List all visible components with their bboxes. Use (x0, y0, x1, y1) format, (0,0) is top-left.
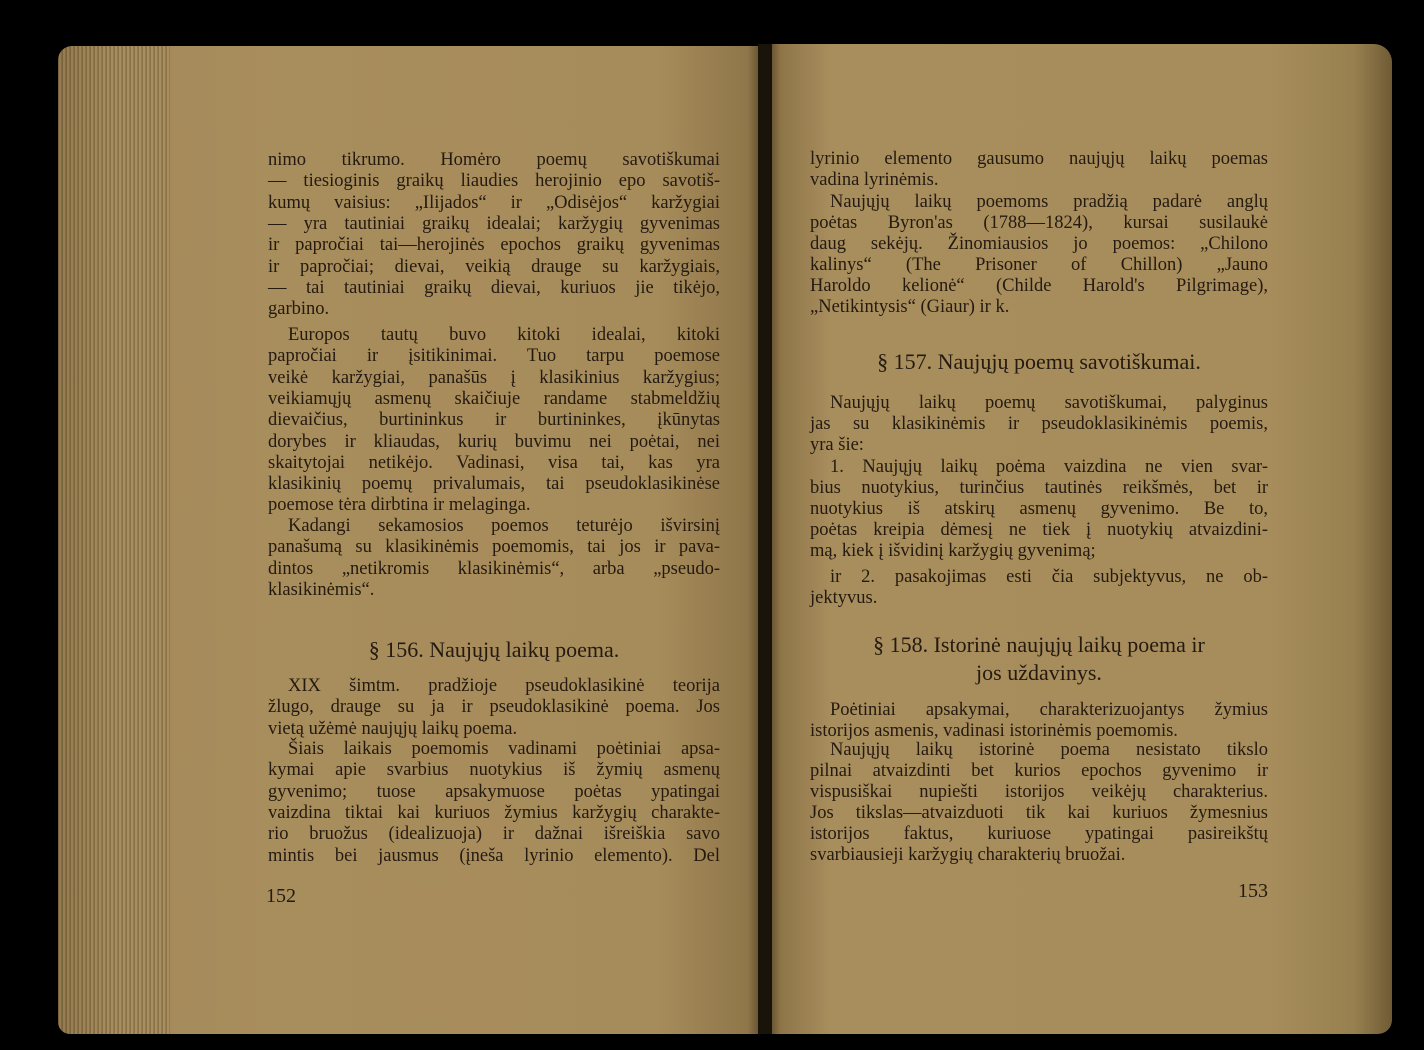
text-line: istorijos faktus, kuriuose ypatingai pasireikštų (810, 823, 1268, 844)
text-line: dintos „netikromis klasikinėmis“, arba „pseudo- (268, 558, 720, 579)
page-number-right: 153 (1238, 880, 1268, 902)
text-line: ir papročiai tai—herojinės epochos graikų gyvenimas (268, 235, 720, 256)
text-line: yra šie: (810, 434, 864, 455)
text-line: jas su klasikinėmis ir pseudoklasikinėmis poemis, (810, 413, 1268, 434)
text-line: vadina lyrinėmis. (810, 169, 939, 190)
text-line: Poėtiniai apsakymai, charakterizuojantys žymius (830, 700, 1268, 720)
text-line: ir papročiai; dievai, veikią drauge su karžygiais, (268, 256, 720, 277)
page-number-left: 152 (266, 885, 296, 907)
text-line: garbino. (268, 299, 330, 320)
text-line: pilnai atvaizdinti bet kurios epochos gyvenimo ir (810, 760, 1268, 781)
section-heading: § 157. Naujųjų poemų savotiškumai. (877, 349, 1201, 374)
text-line: poemose tėra dirbtina ir melaginga. (268, 495, 531, 516)
text-line: Kadangi sekamosios poemos teturėjo išvirsinį (288, 516, 720, 536)
text-line: vietą užėmė naujųjų laikų poema. (268, 718, 518, 739)
text-line: papročiai ir įsitikinimai. Tuo tarpu poemose (268, 346, 720, 367)
text-line: Naujųjų laikų poemų savotiškumai, palyginus (830, 393, 1268, 413)
book-gutter (758, 44, 772, 1034)
text-line: mą, kiek į išvidinį karžygių gyvenimą; (810, 540, 1096, 561)
text-line: — yra tautiniai graikų idealai; karžygių gyvenimas (268, 213, 720, 234)
text-line: 1. Naujųjų laikų poėma vaizdina ne vien svar- (830, 457, 1268, 477)
text-line: veikė karžygiai, panašūs į klasikinius karžygius; (268, 367, 720, 388)
text-line: ir 2. pasakojimas esti čia subjektyvus, ne ob- (830, 567, 1268, 587)
text-line: dievaičius, burtininkus ir burtininkes, įkūnytas (268, 410, 720, 431)
text-line: poėtas Byron'as (1788—1824), kursai susilaukė (810, 212, 1268, 233)
text-line: žlugo, drauge su ja ir pseudoklasikinė poema. Jos (268, 697, 720, 718)
text-line: Naujųjų laikų poemoms pradžią padarė anglų (830, 192, 1268, 212)
section-heading: § 158. Istorinė naujųjų laikų poema ir (873, 632, 1205, 657)
page-edges (58, 46, 170, 1034)
text-line: Jos tikslas—atvaizduoti tik kai kuriuos žymesnius (810, 802, 1268, 823)
text-line: poėtas kreipia dėmesį ne tiek į nuotykių atvaizdini- (810, 519, 1268, 540)
text-line: kymai apie svarbius nuotykius iš žymių asmenų (268, 760, 720, 781)
text-line: skaitytojai netikėjo. Vadinasi, visa tai, kas yra (268, 452, 720, 473)
section-heading: § 156. Naujųjų laikų poema. (368, 637, 620, 662)
text-line: — tiesioginis graikų liaudies herojinio epo savotiš- (268, 171, 720, 192)
text-line: nimo tikrumo. Homėro poemų savotiškumai (268, 150, 720, 170)
text-line: jektyvus. (810, 587, 878, 608)
text-line: — tai tautiniai graikų dievai, kuriuos jie tikėjo, (268, 277, 720, 298)
text-line: Europos tautų buvo kitoki idealai, kitoki (288, 325, 720, 345)
text-line: Haroldo kelionė“ (Childe Harold's Pilgrimage), (810, 275, 1268, 296)
text-line: Naujųjų laikų istorinė poema nesistato tikslo (830, 740, 1268, 760)
text-line: svarbiausieji karžygių charakterių bruožai. (810, 844, 1126, 865)
text-line: vaizdina tiktai kai kuriuos žymius karžygių charakte- (268, 802, 720, 823)
text-line: lyrinio elemento gausumo naujųjų laikų poemas (810, 149, 1268, 169)
text-line: kumų vaisius: „Ilijados“ ir „Odisėjos“ karžygiai (268, 192, 720, 213)
section-heading: jos uždavinys. (976, 660, 1102, 685)
text-line: klasikinėmis“. (268, 579, 375, 600)
text-line: daug sekėjų. Žinomiausios jo poemos: „Chilono (810, 233, 1268, 254)
text-line: panašumą su klasikinėmis poemomis, tai jos ir pava- (268, 537, 720, 558)
text-line: istorijos asmenis, vadinasi istorinėmis poemomis. (810, 720, 1178, 741)
text-line: gyvenimo; tuose apsakymuose poėtas ypatingai (268, 781, 720, 802)
text-line: veikiamųjų asmenų skaičiuje randame stabmeldžių (268, 388, 720, 409)
text-line: vispusiškai nupiešti istorijos veikėjų charakterius. (810, 781, 1268, 802)
text-line: nuotykius iš atskirų asmenų gyvenimo. Be to, (810, 498, 1268, 519)
text-line: mintis bei jausmus (įneša lyrinio elemento). Del (268, 845, 720, 866)
text-line: rio bruožus (idealizuoja) ir dažnai išreiškia savo (268, 824, 720, 845)
text-line: kalinys“ (The Prisoner of Chillon) „Jauno (810, 254, 1268, 275)
text-line: bius nuotykius, turinčius tautinės reikšmės, bet ir (810, 477, 1268, 498)
text-line: „Netikintysis“ (Giaur) ir k. (810, 296, 1010, 317)
text-line: dorybes ir kliaudas, kurių buvimu nei poėtai, nei (268, 431, 720, 452)
text-line: XIX šimtm. pradžioje pseudoklasikinė teorija (288, 676, 720, 696)
text-line: klasikinių poemų privalumais, tai pseudoklasikinėse (268, 474, 720, 495)
text-line: Šiais laikais poemomis vadinami poėtiniai apsa- (288, 739, 720, 759)
